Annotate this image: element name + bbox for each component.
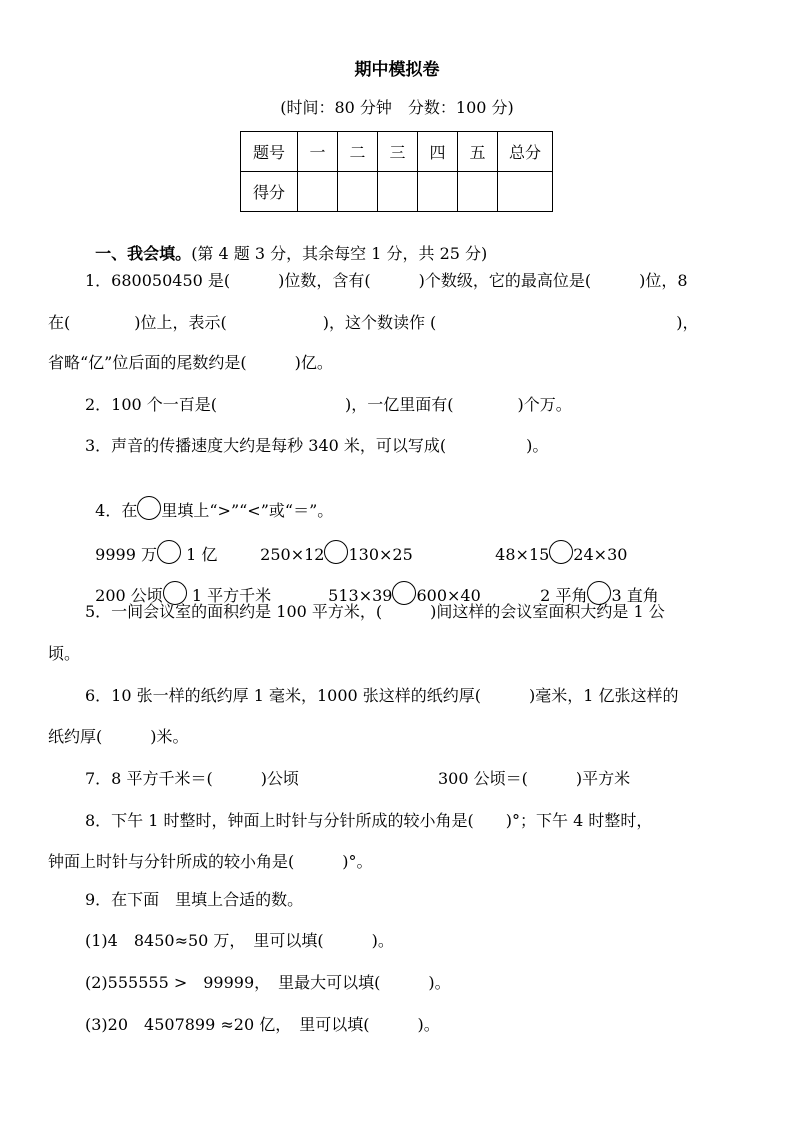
compare-right: 24×30 bbox=[573, 545, 628, 564]
score-table-cell: 二 bbox=[338, 132, 378, 172]
question-5-line-1: 5．一间会议室的面积约是 100 平方米，( )间这样的会议室面积大约是 1 公 bbox=[85, 602, 665, 621]
compare-item bbox=[485, 524, 627, 564]
compare-right: 3 直角 bbox=[611, 586, 659, 605]
circle-icon bbox=[137, 496, 161, 520]
score-table-header-row bbox=[241, 132, 553, 172]
section-heading bbox=[85, 230, 487, 262]
question-8-line-1: 8．下午 1 时整时，钟面上时针与分针所成的较小角是( )°；下午 4 时整时， bbox=[85, 811, 653, 830]
exam-info: (时间：80 分钟 分数：100 分) bbox=[280, 98, 514, 117]
question-5-line-2: 顷。 bbox=[48, 644, 81, 663]
section-note: (第 4 题 3 分，其余每空 1 分，共 25 分) bbox=[191, 244, 488, 263]
compare-left: 9999 万 bbox=[95, 545, 157, 564]
question-8-line-2: 钟面上时针与分针所成的较小角是( )°。 bbox=[48, 852, 373, 871]
question-4 bbox=[85, 480, 333, 520]
score-cell bbox=[378, 172, 418, 212]
question-7-part-2: 300 公顷＝( )平方米 bbox=[438, 769, 631, 788]
score-cell bbox=[498, 172, 553, 212]
compare-right: 130×25 bbox=[348, 545, 413, 564]
question-7-part-1: 7．8 平方千米＝( )公顷 bbox=[85, 769, 299, 788]
score-table-cell: 三 bbox=[378, 132, 418, 172]
compare-item bbox=[318, 565, 481, 605]
compare-circle-icon bbox=[549, 540, 573, 564]
compare-item bbox=[530, 565, 659, 605]
score-table-score-row bbox=[241, 172, 553, 212]
question-4-suffix: 里填上“>”“<”或“＝”。 bbox=[161, 501, 334, 520]
compare-right: 1 亿 bbox=[186, 545, 218, 564]
compare-left: 513×39 bbox=[328, 586, 393, 605]
question-9-3: (3)20 4507899 ≈20 亿， 里可以填( )。 bbox=[85, 1015, 440, 1034]
question-1-line-2: 在( )位上，表示( )，这个数读作 ( )， bbox=[48, 313, 699, 332]
score-table-cell: 四 bbox=[418, 132, 458, 172]
compare-right: 600×40 bbox=[416, 586, 481, 605]
question-4-prefix: 4．在 bbox=[95, 501, 138, 520]
compare-left: 48×15 bbox=[495, 545, 550, 564]
question-9-1: (1)4 8450≈50 万， 里可以填( )。 bbox=[85, 931, 394, 950]
compare-circle-icon bbox=[324, 540, 348, 564]
compare-circle-icon bbox=[157, 540, 181, 564]
score-table-cell: 得分 bbox=[241, 172, 298, 212]
score-table-cell: 五 bbox=[458, 132, 498, 172]
compare-item bbox=[85, 565, 271, 605]
compare-item bbox=[85, 524, 217, 564]
score-table bbox=[240, 131, 553, 212]
compare-right: 1 平方千米 bbox=[191, 586, 272, 605]
question-2: 2．100 个一百是( )，一亿里面有( )个万。 bbox=[85, 395, 572, 414]
question-1-line-1: 1．680050450 是( )位数，含有( )个数级，它的最高位是( )位，8 bbox=[85, 271, 688, 290]
question-3: 3．声音的传播速度大约是每秒 340 米，可以写成( )。 bbox=[85, 436, 549, 455]
question-9: 9．在下面 里填上合适的数。 bbox=[85, 890, 304, 909]
compare-left: 250×12 bbox=[260, 545, 325, 564]
score-cell bbox=[338, 172, 378, 212]
score-table-cell: 总分 bbox=[498, 132, 553, 172]
score-table-cell: 一 bbox=[298, 132, 338, 172]
question-6-line-2: 纸约厚( )米。 bbox=[48, 727, 189, 746]
score-table-cell: 题号 bbox=[241, 132, 298, 172]
compare-left: 200 公顷 bbox=[95, 586, 163, 605]
question-1-line-3: 省略“亿”位后面的尾数约是( )亿。 bbox=[48, 353, 333, 372]
question-9-2: (2)555555 > 99999， 里最大可以填( )。 bbox=[85, 973, 451, 992]
score-cell bbox=[418, 172, 458, 212]
compare-item bbox=[250, 524, 413, 564]
compare-left: 2 平角 bbox=[540, 586, 588, 605]
section-title: 一、我会填。 bbox=[95, 244, 192, 263]
page-title: 期中模拟卷 bbox=[354, 60, 440, 80]
question-6-line-1: 6．10 张一样的纸约厚 1 毫米，1000 张这样的纸约厚( )毫米，1 亿张这样的 bbox=[85, 686, 679, 705]
score-cell bbox=[458, 172, 498, 212]
score-cell bbox=[298, 172, 338, 212]
